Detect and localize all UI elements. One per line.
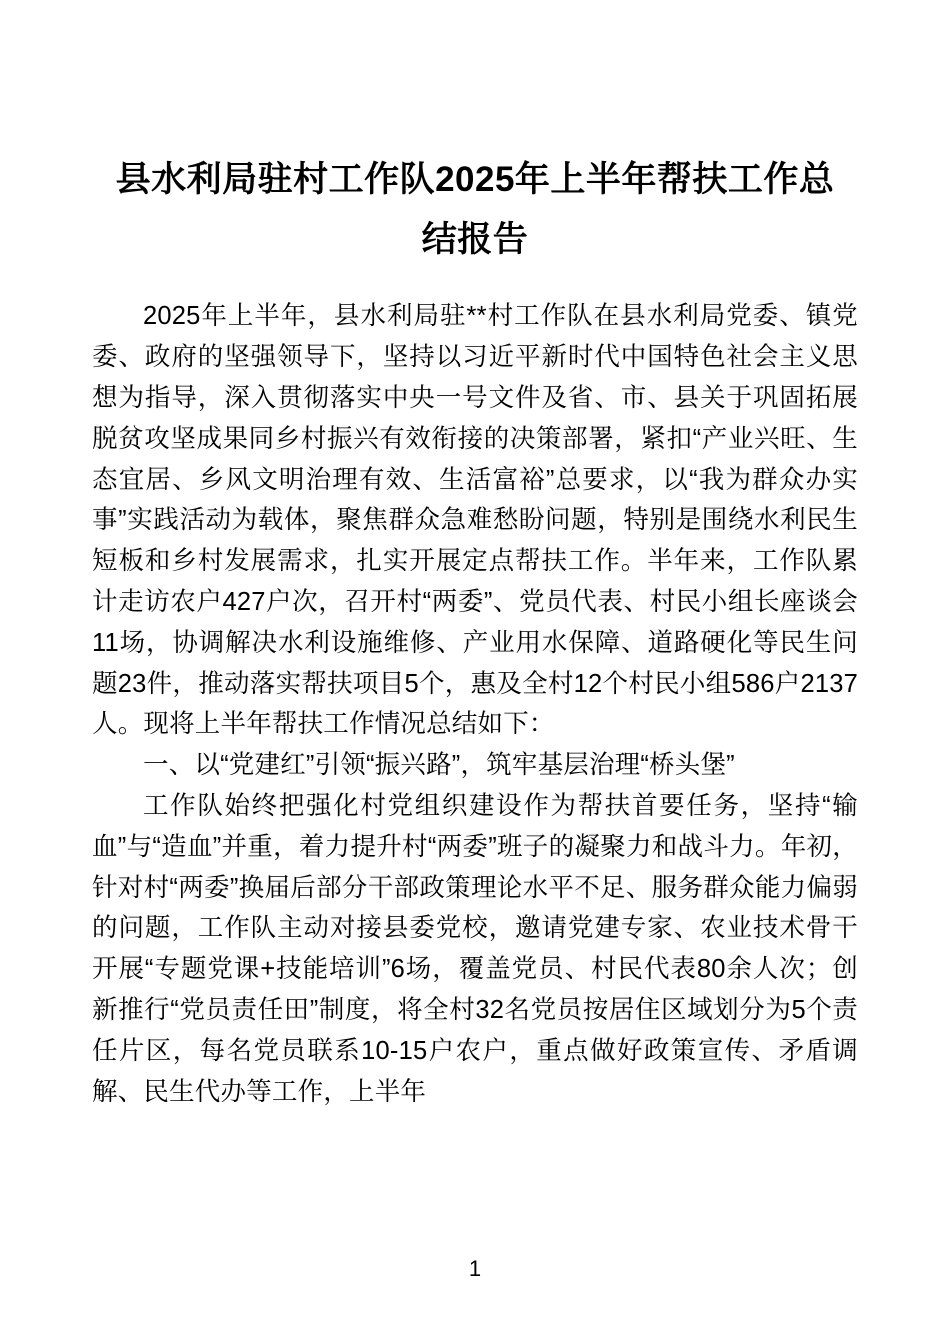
paragraph-section-heading-1: 一、以“党建红”引领“振兴路”，筑牢基层治理“桥头堡” bbox=[143, 751, 735, 780]
paragraph-intro: 2025年上半年，县水利局驻**村工作队在县水利局党委、镇党委、政府的坚强领导下，坚持以习近平新时代中国特色社会主义思想为指导，深入贯彻落实中央一号文件及省、市、县关于巩固拓展脱贫攻坚成果同乡村振兴有效衔接的决策部署，紧扣“产业兴旺、生态宜居、乡风文明治理有效、生活富裕”总要求，以“我为群众办实事”实践活动为载体，聚焦群众急难愁盼问题，特别是围绕水利民生短板和乡村发展需求，扎实开展定点帮扶工作。半年来，工作队累计走访农户427户次，召开村“两委”、党员代表、村民小组长座谈会11场，协调解决水利设施维修、产业用水保障、道路硬化等民生问题23件，推动落实帮扶项目5个，惠及全村12个村民小组586户2137人。现将上半年帮扶工作情况总结如下： bbox=[92, 302, 858, 739]
page-title: 县水利局驻村工作队2025年上半年帮扶工作总结报告 bbox=[115, 160, 835, 260]
page-number: 1 bbox=[468, 1256, 482, 1281]
paragraph-section-1-content: 工作队始终把强化村党组织建设作为帮扶首要任务，坚持“输血”与“造血”并重，着力提升村“两委”班子的凝聚力和战斗力。年初，针对村“两委”换届后部分干部政策理论水平不足、服务群众能力偏弱的问题，工作队主动对接县委党校，邀请党建专家、农业技术骨干开展“专题党课+技能培训”6场，覆盖党员、村民代表80余人次；创新推行“党员责任田”制度，将全村32名党员按居住区域划分为5个责任片区，每名党员联系10-15户农户，重点做好政策宣传、矛盾调解、民生代办等工作，上半年 bbox=[92, 791, 858, 1106]
document-body bbox=[92, 296, 858, 1112]
